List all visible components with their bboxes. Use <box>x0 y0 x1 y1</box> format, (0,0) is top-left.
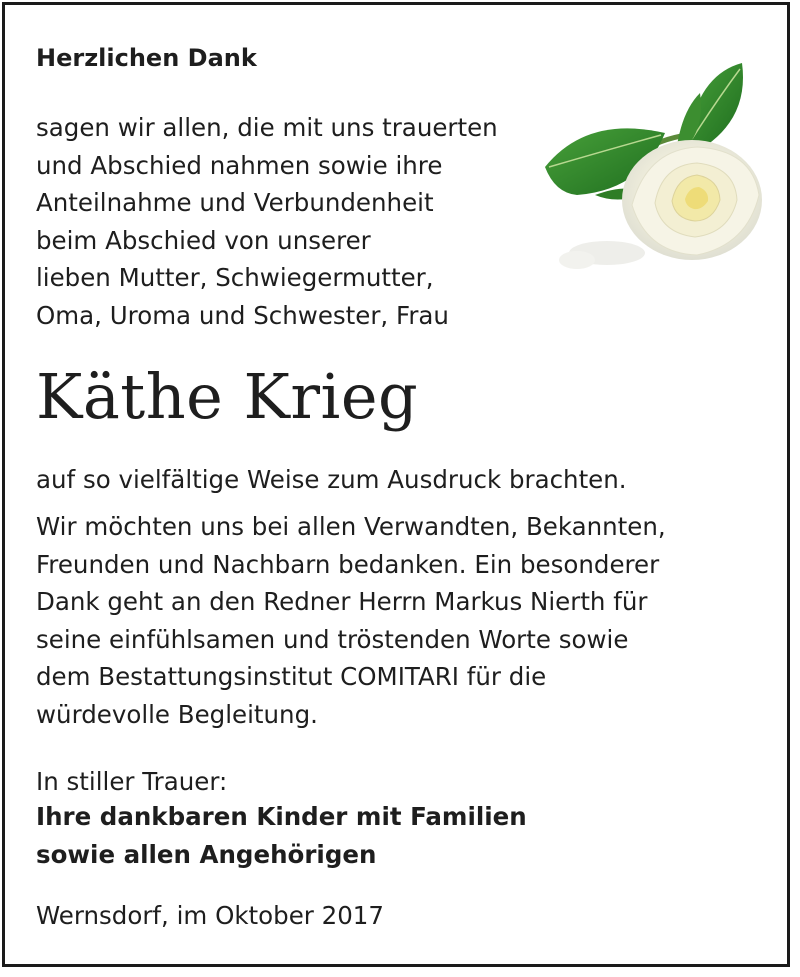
thanks-line: Wir möchten uns bei allen Verwandten, Bekannten, <box>36 512 666 541</box>
thanks-line: seine einfühlsamen und tröstenden Worte sowie <box>36 624 629 654</box>
place-date: Wernsdorf, im Oktober 2017 <box>36 901 384 930</box>
thanks-line: würdevolle Begleitung. <box>36 699 318 729</box>
intro-line: Anteilnahme und Verbundenheit <box>36 188 434 218</box>
white-rose-icon <box>537 55 767 277</box>
intro-line: lieben Mutter, Schwiegermutter, <box>36 263 434 293</box>
intro-text <box>36 109 498 335</box>
obituary-card <box>2 2 790 967</box>
thanks-line: Freunden und Nachbarn bedanken. Ein besonderer <box>36 549 660 579</box>
body-line: auf so vielfältige Weise zum Ausdruck brachten. <box>36 465 627 494</box>
intro-line: Oma, Uroma und Schwester, Frau <box>36 300 449 330</box>
family-signature <box>36 798 527 873</box>
intro-line: und Abschied nahmen sowie ihre <box>36 150 443 180</box>
intro-line: beim Abschied von unserer <box>36 225 371 255</box>
thanks-line: dem Bestattungsinstitut COMITARI für die <box>36 662 547 692</box>
deceased-name: Käthe Krieg <box>36 360 419 433</box>
family-line: sowie allen Angehörigen <box>36 839 377 869</box>
mourning-label: In stiller Trauer: <box>36 767 228 796</box>
heading: Herzlichen Dank <box>36 44 257 72</box>
thanks-text <box>36 508 666 734</box>
thanks-line: Dank geht an den Redner Herrn Markus Nierth für <box>36 587 648 617</box>
intro-line: sagen wir allen, die mit uns trauerten <box>36 113 498 142</box>
family-line: Ihre dankbaren Kinder mit Familien <box>36 802 527 831</box>
